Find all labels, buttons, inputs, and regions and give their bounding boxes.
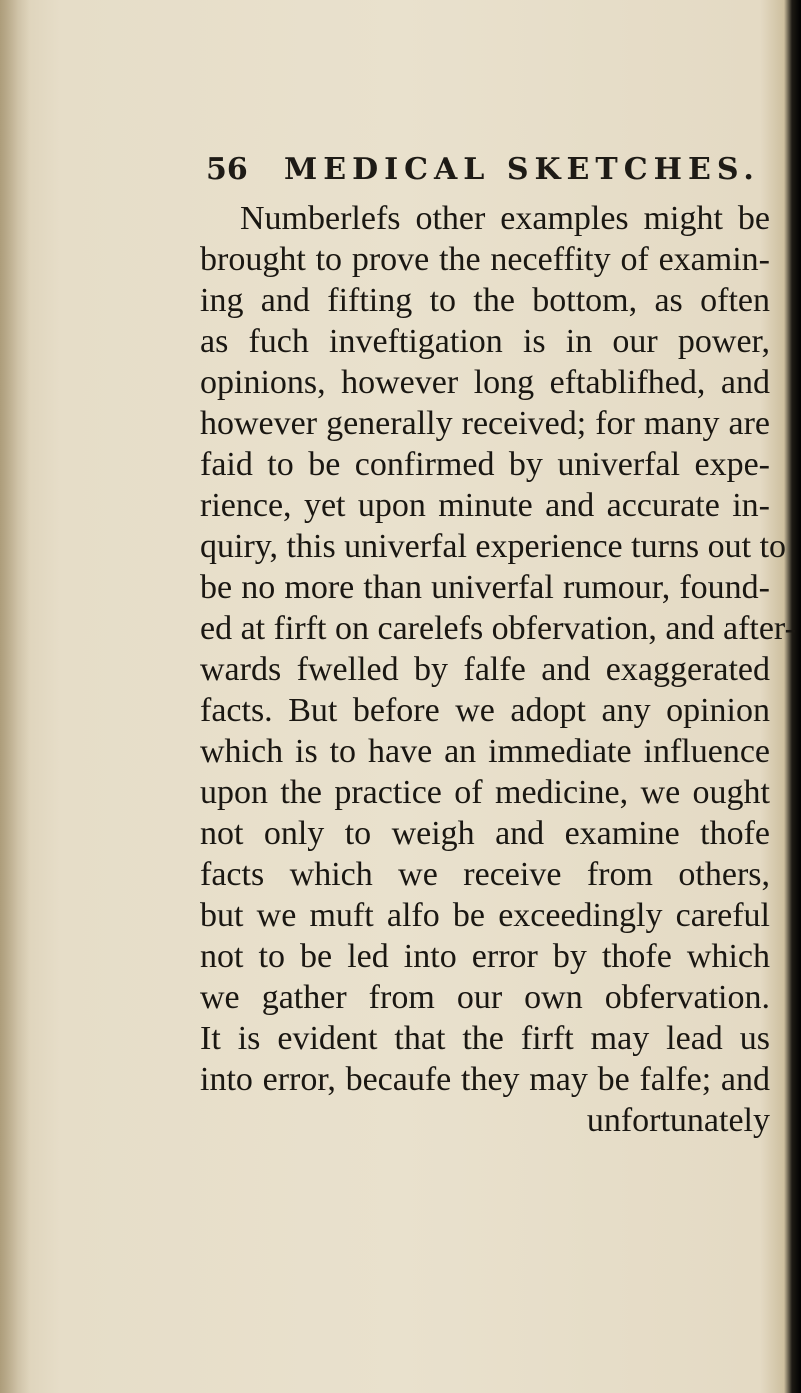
text-line: not only to weigh and examine thofe: [200, 815, 770, 852]
text-line: ing and fifting to the bottom, as often: [200, 282, 770, 319]
text-line: but we muft alfo be exceedingly careful: [200, 897, 770, 934]
gutter-shadow: [0, 0, 30, 1393]
text-line: opinions, however long eftablifhed, and: [200, 364, 770, 401]
page-number: 56: [206, 152, 248, 187]
text-line: facts which we receive from others,: [200, 856, 770, 893]
text-line: however generally received; for many are: [200, 405, 770, 442]
text-line: not to be led into error by thofe which: [200, 938, 770, 975]
text-line: quiry, this univerfal experience turns out to: [200, 528, 787, 565]
text-line: be no more than univerfal rumour, found-: [200, 569, 770, 606]
text-line: brought to prove the neceffity of examin-: [200, 241, 770, 278]
text-line: wards fwelled by falfe and exaggerated: [200, 651, 770, 688]
text-line: upon the practice of medicine, we ought: [200, 774, 770, 811]
text-line: Numberlefs other examples might be: [240, 200, 770, 237]
page-header: [206, 152, 766, 192]
body-text: [200, 198, 796, 1141]
catchword: unfortunately: [586, 1102, 770, 1139]
text-line: into error, becaufe they may be falfe; and: [200, 1061, 770, 1098]
text-line: faid to be confirmed by univerfal expe-: [200, 446, 770, 483]
text-line: facts. But before we adopt any opinion: [200, 692, 770, 729]
running-head: MEDICAL SKETCHES.: [284, 152, 760, 187]
text-line: as fuch inveftigation is in our power,: [200, 323, 770, 360]
text-line: ed at firft on carelefs obfervation, and after-: [200, 610, 796, 647]
text-line: we gather from our own obfervation.: [200, 979, 770, 1016]
text-line: which is to have an immediate influence: [200, 733, 770, 770]
text-line: It is evident that the firft may lead us: [200, 1020, 770, 1057]
text-line: rience, yet upon minute and accurate in-: [200, 487, 770, 524]
